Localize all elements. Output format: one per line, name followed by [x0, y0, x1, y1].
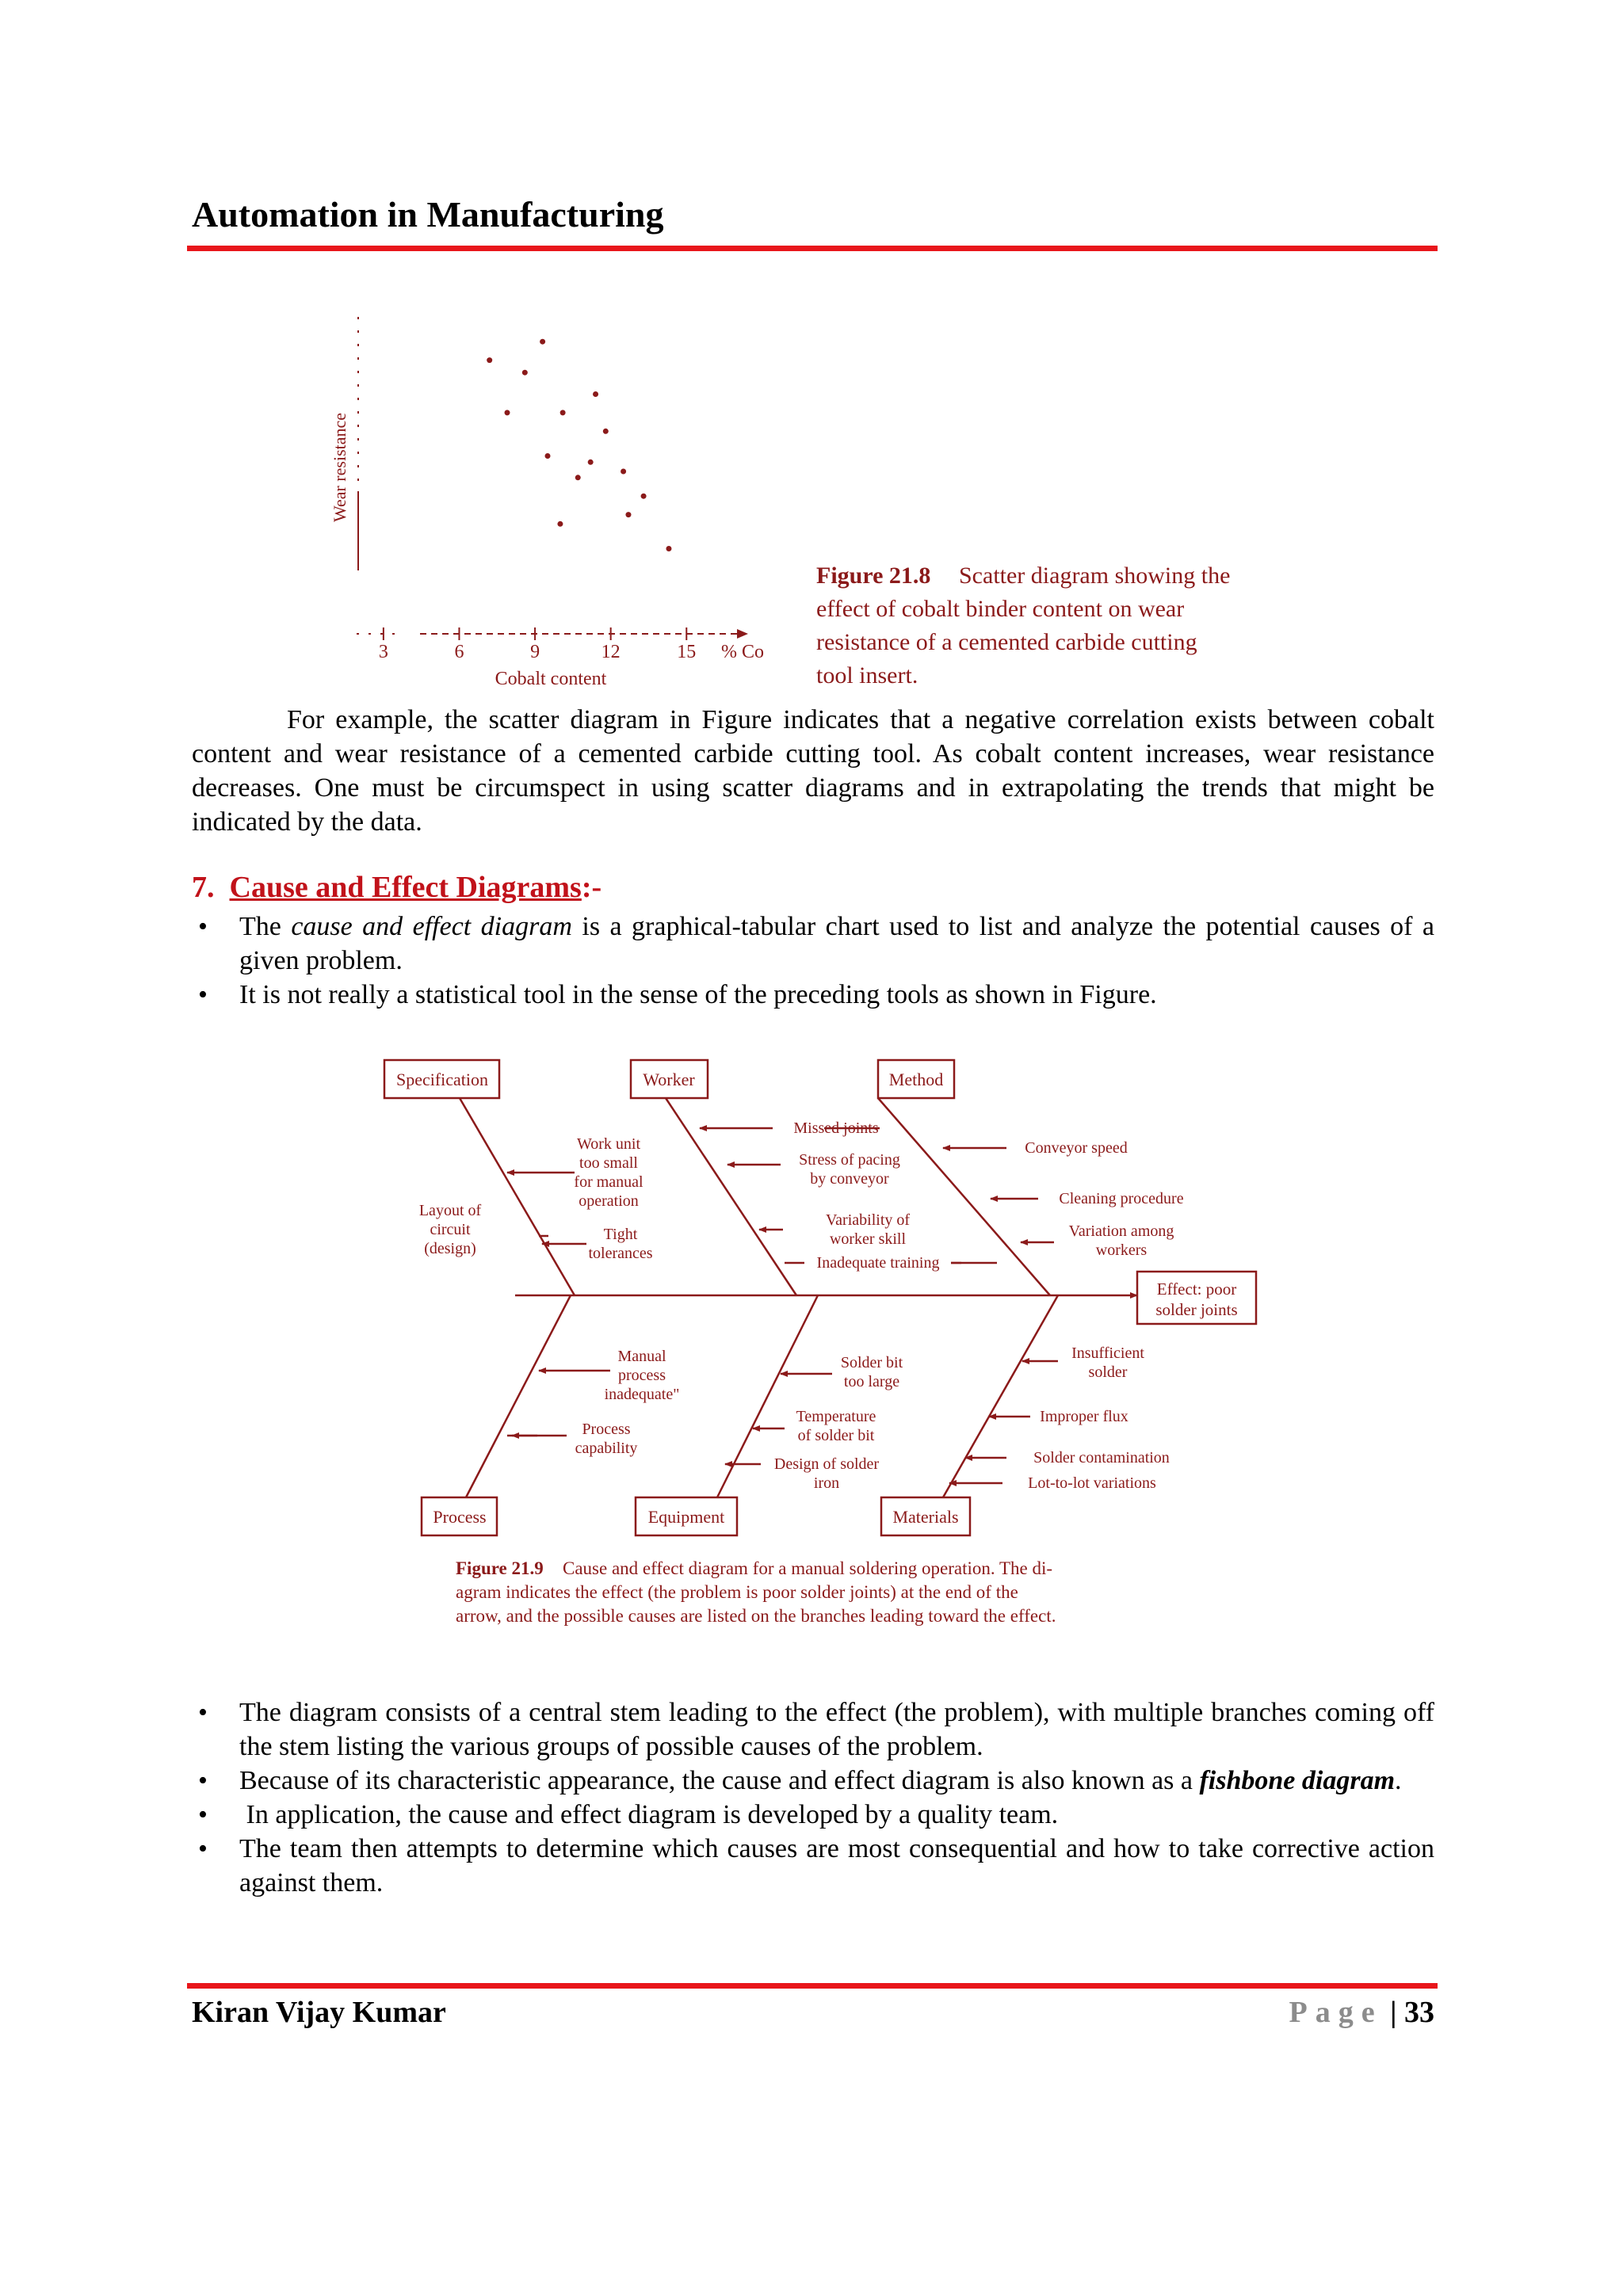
cause-label: Conveyor speed [1025, 1139, 1128, 1157]
x-axis-arrow [737, 629, 748, 639]
cause-label: tolerances [588, 1245, 653, 1262]
scatter-point [588, 460, 594, 465]
cause-label: Solder contamination [1033, 1449, 1170, 1466]
section-suffix: :- [581, 871, 602, 904]
bullet-list-bottom [192, 1695, 1434, 1900]
scatter-point [621, 469, 626, 475]
cause-label: circuit [430, 1221, 471, 1238]
figure1-caption-line-4: tool insert. [816, 662, 918, 688]
list-item: • Because of its characteristic appearance, the cause and effect diagram is also known as a fishbone diagram. [192, 1764, 1434, 1798]
y-axis-label: Wear resistance [330, 412, 349, 523]
list-item: • The cause and effect diagram is a graphical-tabular chart used to list and analyze the potential causes of a given problem. [192, 910, 1434, 978]
x-axis-unit: % Co [721, 642, 764, 662]
section-number: 7. [192, 871, 215, 904]
category-method: Method [888, 1070, 944, 1089]
cause-label: solder [1088, 1363, 1128, 1381]
list-item: • In application, the cause and effect diagram is developed by a quality team. [192, 1798, 1434, 1832]
cause-label: Layout of [418, 1202, 482, 1219]
branch-process [466, 1295, 571, 1497]
cause-label: iron [813, 1474, 840, 1492]
footer-page-word: Page [1289, 1996, 1383, 2029]
figure2-caption-line-3: arrow, and the possible causes are listed on the branches leading toward the effect. [456, 1606, 1056, 1626]
scatter-point [505, 410, 510, 415]
x-axis-label: Cobalt content [495, 669, 607, 689]
scatter-point [603, 429, 609, 434]
category-process: Process [433, 1507, 487, 1527]
cause-label: Insufficient [1071, 1344, 1144, 1362]
scatter-plot [330, 317, 764, 689]
emphasis-term: cause and effect diagram [291, 912, 572, 941]
x-tick-label: 9 [530, 642, 540, 662]
scatter-point [557, 521, 563, 527]
cause-label: Solder bit [840, 1354, 903, 1371]
scatter-point [540, 339, 545, 345]
category-worker: Worker [643, 1070, 695, 1089]
effect-line-1: Effect: poor [1156, 1280, 1237, 1299]
x-tick-label: 12 [601, 642, 621, 662]
scatter-point [487, 357, 492, 363]
category-specification: Specification [395, 1070, 489, 1089]
cause-label: inadequate" [604, 1386, 680, 1403]
scatter-point [522, 370, 528, 376]
cause-label: too small [579, 1154, 638, 1172]
scatter-point [666, 546, 671, 551]
scatter-point [593, 391, 598, 397]
cause-label: Manual [617, 1348, 666, 1365]
cause-label: Stress of pacing [799, 1151, 900, 1169]
footer-page-number: 33 [1404, 1996, 1434, 2029]
scatter-point [545, 453, 551, 459]
cause-label: too large [843, 1373, 900, 1390]
cause-label: Design of solder [773, 1455, 880, 1473]
branch-materials [943, 1295, 1058, 1497]
figure2-caption-line-2: agram indicates the effect (the problem is poor solder joints) at the end of the [456, 1582, 1018, 1602]
scatter-point [575, 475, 581, 480]
x-tick-label: 6 [454, 642, 464, 662]
cause-label: Variation among [1068, 1222, 1174, 1240]
footer-author: Kiran Vijay Kumar [192, 1996, 446, 2029]
figure1-caption-line-2: effect of cobalt binder content on wear [816, 596, 1185, 622]
x-tick-label: 3 [378, 642, 388, 662]
scatter-point [625, 512, 631, 517]
cause-label: operation [579, 1192, 639, 1210]
fishbone-figure [349, 1046, 1284, 1640]
header-rule [187, 246, 1438, 251]
effect-line-2: solder joints [1155, 1300, 1238, 1319]
category-equipment: Equipment [647, 1507, 725, 1527]
cause-label: Work unit [576, 1135, 641, 1153]
cause-label: Temperature [796, 1408, 876, 1425]
bullet-list-top [192, 910, 1434, 1012]
cause-label: Missed joints [793, 1119, 879, 1137]
x-tick-label: 15 [677, 642, 697, 662]
section-heading [192, 870, 601, 905]
cause-label: workers [1095, 1241, 1148, 1259]
scatter-point [560, 410, 566, 415]
figure2-caption-line-1: Cause and effect diagram for a manual soldering operation. The di- [563, 1558, 1053, 1578]
footer-separator: | [1390, 1996, 1397, 2029]
branch-specification [460, 1098, 575, 1295]
cause-label: (design) [424, 1240, 476, 1257]
figure1-caption-line-1: Scatter diagram showing the [959, 563, 1231, 589]
list-item: • The diagram consists of a central stem leading to the effect (the problem), with multiple branches coming off the stem listing the various groups of possible causes of the problem. [192, 1695, 1434, 1764]
cause-label: Lot-to-lot variations [1028, 1474, 1156, 1492]
cause-label: Inadequate training [816, 1254, 940, 1272]
page-header-title: Automation in Manufacturing [192, 194, 664, 235]
cause-label: Variability of [825, 1211, 911, 1229]
cause-label: Process [582, 1421, 631, 1438]
list-item: • It is not really a statistical tool in the sense of the preceding tools as shown in Figure. [192, 978, 1434, 1012]
cause-label: Tight [603, 1226, 638, 1243]
cause-label: Improper flux [1040, 1408, 1128, 1425]
cause-label: worker skill [829, 1230, 907, 1248]
figure1-caption-line-3: resistance of a cemented carbide cutting [816, 629, 1197, 655]
cause-label: of solder bit [797, 1427, 875, 1444]
emphasis-term: fishbone diagram [1199, 1766, 1396, 1795]
cause-label: by conveyor [810, 1170, 889, 1188]
scatter-figure [317, 309, 1316, 697]
cause-label: Cleaning procedure [1059, 1190, 1184, 1207]
scatter-point [641, 494, 647, 499]
footer-rule [187, 1983, 1438, 1989]
category-materials: Materials [892, 1507, 959, 1527]
cause-label: capability [575, 1440, 638, 1457]
list-item: • The team then attempts to determine which causes are most consequential and how to take corrective action against them. [192, 1832, 1434, 1900]
figure2-caption-label: Figure 21.9 [456, 1558, 544, 1578]
intro-paragraph: For example, the scatter diagram in Figure indicates that a negative correlation exists between cobalt content and wear resistance of a cemented carbide cutting tool. As cobalt content increases, wear resistance decreases. One must be circumspect in using scatter diagrams and in extrapolating the trends that might be indicated by the data. [192, 705, 1434, 837]
cause-label: process [618, 1367, 666, 1384]
cause-label: for manual [574, 1173, 643, 1191]
footer-page [1289, 1995, 1434, 2030]
section-title: Cause and Effect Diagrams [229, 871, 582, 904]
figure1-caption-label: Figure 21.8 [816, 563, 931, 589]
